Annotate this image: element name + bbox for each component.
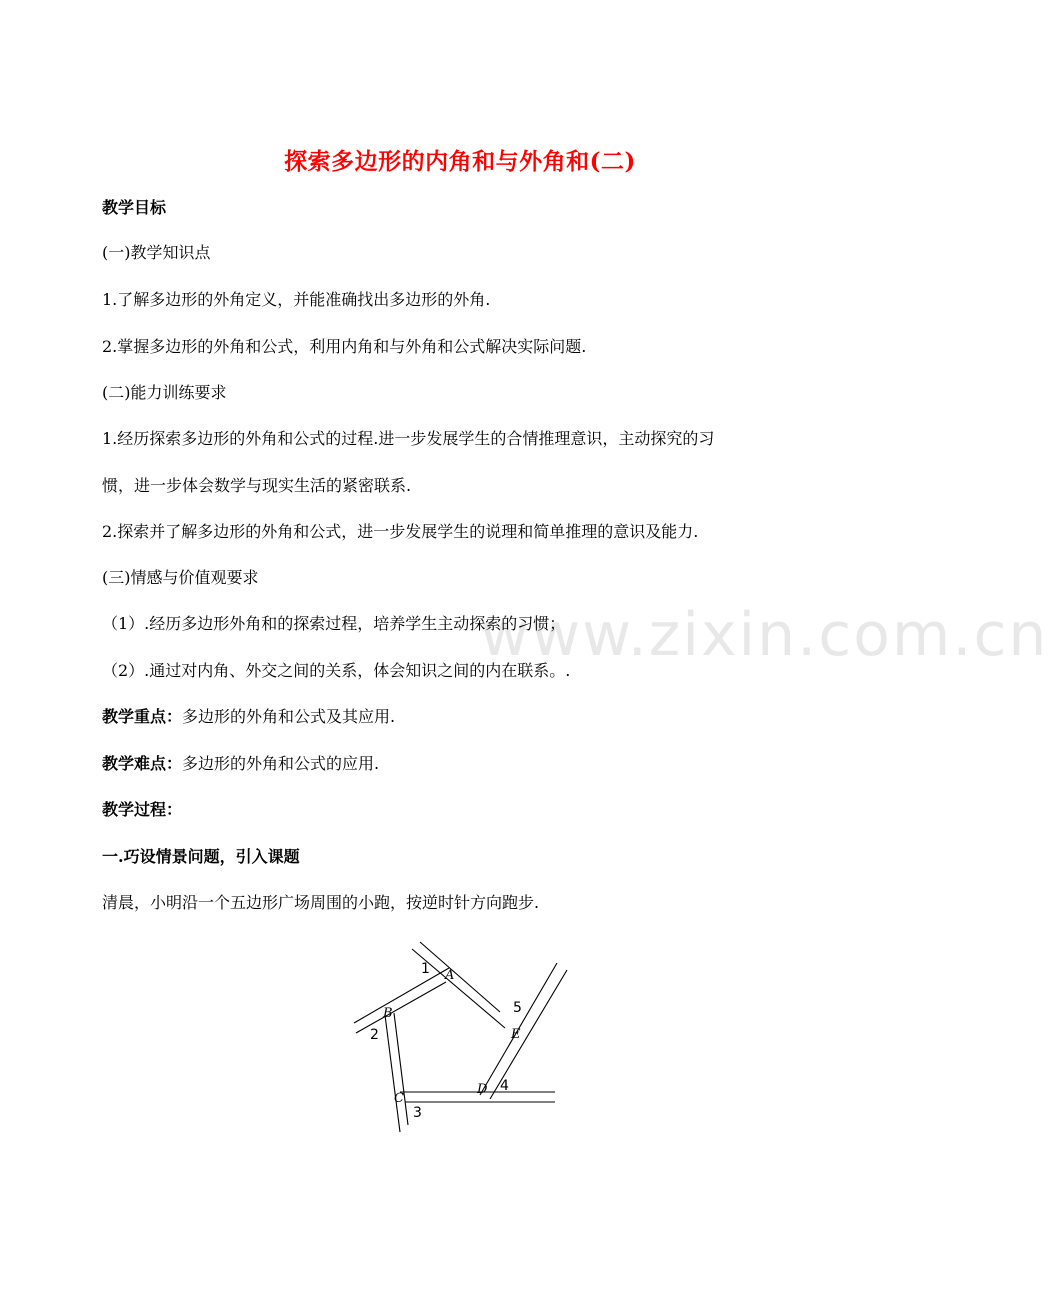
ability-item-2: 2.探索并了解多边形的外角和公式，进一步发展学生的说理和简单推理的意识及能力. xyxy=(102,522,699,541)
vertex-C: C xyxy=(394,1091,404,1106)
pentagon-figure xyxy=(345,935,575,1135)
watermark: www.zixin.com.cn xyxy=(480,600,1048,670)
angle-label-3: 3 xyxy=(413,1105,422,1121)
difficulty-text: 多边形的外角和公式的应用. xyxy=(182,754,380,773)
difficulty-label: 教学难点： xyxy=(102,754,183,773)
key-point-label: 教学重点： xyxy=(102,707,183,726)
difficulty xyxy=(102,756,379,772)
angle-label-2: 2 xyxy=(370,1027,379,1043)
key-point-text: 多边形的外角和公式及其应用. xyxy=(182,707,396,726)
ability-item-1a: 1.经历探索多边形的外角和公式的过程.进一步发展学生的合情推理意识，主动探究的习 xyxy=(102,429,715,448)
vertex-A: A xyxy=(445,968,455,983)
ability-item-1b: 惯，进一步体会数学与现实生活的紧密联系. xyxy=(102,476,412,495)
angle-label-5: 5 xyxy=(513,1000,522,1016)
objectives-heading: 教学目标 xyxy=(102,198,167,217)
emotion-item-1: （1）.经历多边形外角和的探索过程，培养学生主动探索的习惯； xyxy=(102,614,566,633)
knowledge-item-1: 1.了解多边形的外角定义，并能准确找出多边形的外角. xyxy=(102,290,491,309)
vertex-D: D xyxy=(477,1082,488,1097)
paragraph-1: 清晨，小明沿一个五边形广场周围的小跑，按逆时针方向跑步. xyxy=(102,893,540,912)
emotion-heading: (三)情感与价值观要求 xyxy=(102,568,259,587)
knowledge-item-2: 2.掌握多边形的外角和公式，利用内角和与外角和公式解决实际问题. xyxy=(102,337,587,356)
key-point xyxy=(102,709,395,725)
emotion-item-2: （2）.通过对内角、外交之间的关系，体会知识之间的内在联系。. xyxy=(102,661,571,680)
angle-label-1: 1 xyxy=(421,961,430,977)
angle-label-4: 4 xyxy=(500,1078,509,1094)
vertex-B: B xyxy=(383,1006,393,1021)
process-heading: 教学过程： xyxy=(102,800,183,819)
section-1-heading: 一.巧设情景问题，引入课题 xyxy=(102,847,300,866)
page-title: 探索多边形的内角和与外角和(二) xyxy=(284,148,636,175)
knowledge-heading: (一)教学知识点 xyxy=(102,243,211,262)
ability-heading: (二)能力训练要求 xyxy=(102,383,227,402)
vertex-E: E xyxy=(511,1027,521,1042)
